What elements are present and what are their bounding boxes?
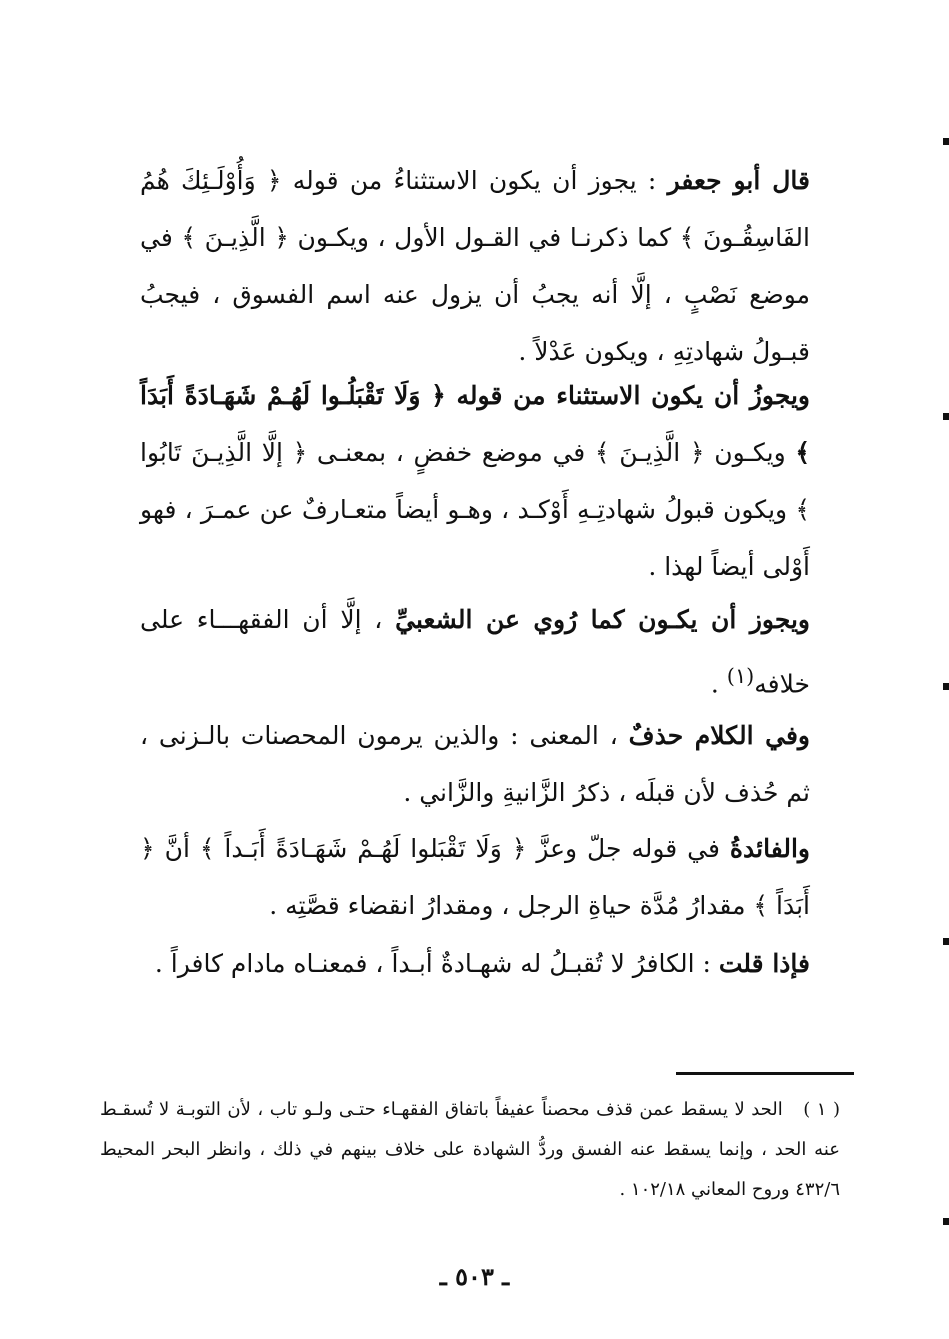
paragraph-lead: قال أبو جعفر — [667, 166, 811, 195]
paragraph-6 — [140, 935, 810, 992]
footnote-separator — [676, 1072, 854, 1075]
paragraph-tail: . — [710, 669, 719, 699]
paragraph-lead: فإذا قلت — [718, 949, 810, 978]
margin-mark — [943, 938, 949, 945]
paragraph-text: : يجوز أن يكون الاستثناءُ من قوله ﴿ وَأُوْلَـئِكَ هُمُ الفَاسِقُـونَ ﴾ كما ذكرنـا في القـول الأول ، ويكـون ﴿ الَّذِيـنَ ﴾ في موضع نَصْبٍ ، إلَّا أنه يجبُ أن يزول عنه اسم الفسوق ، فيجبُ قبـولُ شهادتِهِ ، ويكون عَدْلاً . — [140, 166, 810, 366]
paragraph-text: : الكافرُ لا تُقبـلُ له شهـادةٌ أبـداً ، فمعنـاه مادام كافراً . — [154, 949, 711, 978]
page-number: ـ ٥٠٣ ـ — [439, 1262, 510, 1291]
paragraph-lead: وفي الكلام حذفٌ — [628, 721, 810, 750]
margin-mark — [943, 138, 949, 145]
paragraph-lead: ويجوزُ أن يكون الاستثناء من قوله ﴿ وَلَا تَقْبَلُـوا لَهُـمْ شَهَـادَةً أَبَدَاً ﴾ — [140, 381, 810, 467]
margin-mark — [943, 413, 949, 420]
paragraph-text: ويكـون ﴿ الَّذِيـنَ ﴾ في موضع خفضٍ ، بمعنـى ﴿ إلَّا الَّذِيـنَ تَابُوا ﴾ ويكون قبولُ شهادتِـهِ أَوْكـد ، وهـو أيضاً متعـارفٌ عن عمـرَ ، فهو أَوْلى أيضاً لهذا . — [140, 438, 810, 581]
paragraph-3 — [140, 591, 810, 712]
margin-mark — [943, 683, 949, 690]
margin-mark — [943, 1218, 949, 1225]
paragraph-1 — [140, 152, 810, 380]
footnote-reference[interactable]: (١) — [726, 664, 755, 688]
paragraph-lead: ويجوز أن يكـون كما رُوي عن الشعبيِّ — [395, 605, 810, 634]
paragraph-text: ، المعنى : والذين يرمون المحصنات بالـزنى ، ثم حُذف لأن قبلَه ، ذكرُ الزَّانيةِ والزَّاني . — [140, 721, 810, 807]
footnote-number: ( ١ ) — [803, 1099, 840, 1120]
paragraph-text: في قوله جلّ وعزَّ ﴿ وَلَا تَقْبَلوا لَهُـمْ شَهَـادَةً أَبَـداً ﴾ أنَّ ﴿ أَبَدَاً ﴾ مقدارُ مُدَّة حياةِ الرجل ، ومقدارُ انقضاء قصَّتِه . — [140, 834, 810, 920]
footnote-text: الحد لا يسقط عمن قذف محصناً عفيفاً باتفاق الفقهـاء حتـى ولـو تاب ، لأن التوبـة لا تُسقـط عنه الحد ، وإنما يسقط عنه الفسق وردُّ الشهادة على خلاف بينهم في ذلك ، وانظر البحر المحيط ٤٣٢/٦ وروح المعاني ١٠٢/١٨ . — [100, 1099, 840, 1200]
paragraph-2 — [140, 367, 810, 595]
paragraph-lead: والفائدةُ — [729, 834, 810, 863]
footnote — [100, 1090, 840, 1210]
paragraph-text: ، إلَّا أن الفقهـــاء على خلافه — [140, 605, 810, 699]
paragraph-5 — [140, 820, 810, 934]
paragraph-4 — [140, 707, 810, 821]
